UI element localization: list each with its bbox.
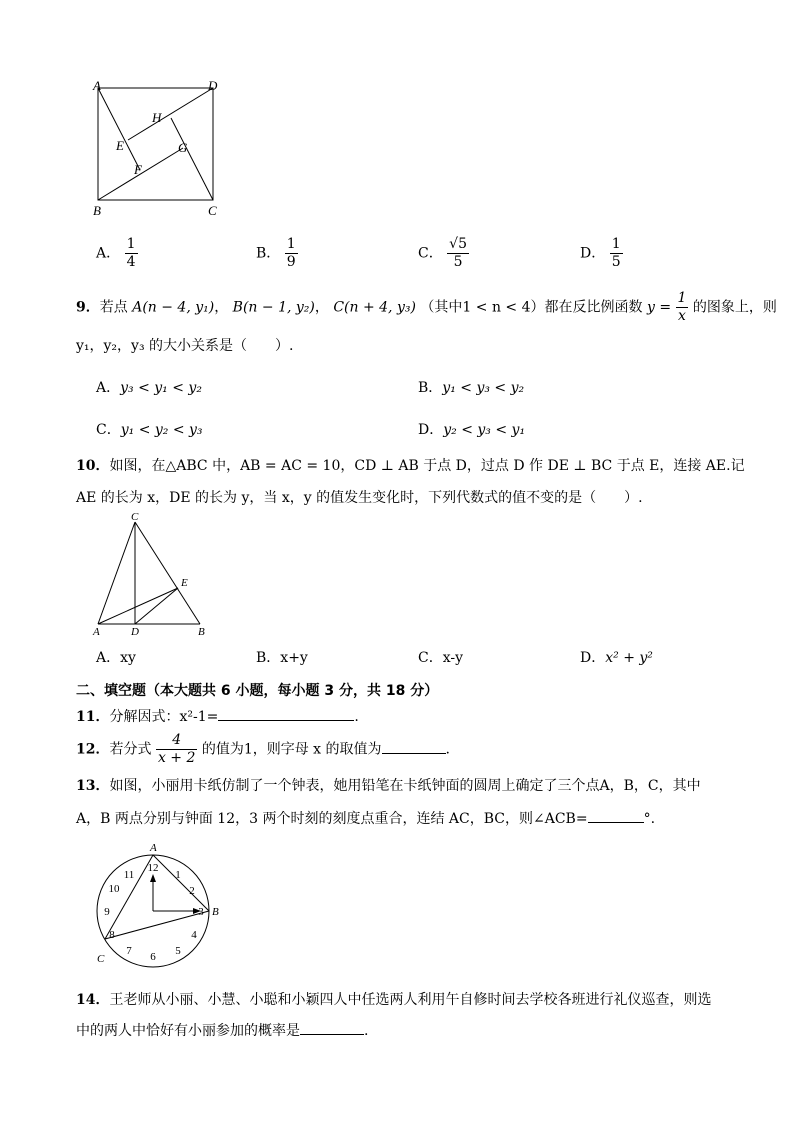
option-text: y₁ < y₂ < y₃ bbox=[120, 422, 203, 438]
q13-line1 bbox=[76, 776, 701, 796]
answer-blank[interactable] bbox=[588, 808, 644, 823]
text: 的值为1，则字母 x 的取值为 bbox=[201, 741, 382, 758]
q9-option-d[interactable] bbox=[418, 420, 525, 440]
text: . bbox=[354, 709, 359, 725]
label-E: E bbox=[116, 138, 124, 153]
option-letter: A． bbox=[96, 245, 121, 262]
q10-option-c[interactable] bbox=[418, 648, 463, 668]
text: 若分式 bbox=[109, 741, 152, 758]
fraction: $\frac{√5}{5}$ bbox=[449, 236, 467, 270]
answer-blank[interactable] bbox=[218, 706, 354, 721]
label-B: B bbox=[93, 203, 101, 218]
q10-line2: AE 的长为 x，DE 的长为 y，当 x，y 的值发生变化时，下列代数式的值不变的是（ ）. bbox=[76, 490, 643, 506]
option-letter: C． bbox=[418, 650, 443, 666]
point-b: B(n − 1, y₂) bbox=[232, 299, 315, 316]
clock-label-C: C bbox=[97, 953, 105, 965]
label-D: D bbox=[208, 78, 218, 93]
clock-number-3: 3 bbox=[198, 906, 204, 918]
text: °. bbox=[643, 811, 656, 827]
clock-number-2: 2 bbox=[189, 885, 195, 897]
answer-blank[interactable] bbox=[300, 1020, 364, 1035]
fraction: $\frac{4}{x + 2}$ bbox=[157, 732, 196, 766]
clock-figure bbox=[88, 838, 228, 970]
q10-line1 bbox=[76, 456, 745, 476]
option-letter: C． bbox=[96, 422, 121, 438]
function-lhs: y = bbox=[646, 299, 672, 316]
q8-option-b[interactable] bbox=[256, 236, 298, 271]
q10-option-a[interactable] bbox=[96, 648, 136, 668]
text: . bbox=[445, 741, 450, 758]
option-text: y₂ < y₃ < y₁ bbox=[443, 422, 526, 438]
tri-label-E: E bbox=[181, 577, 188, 589]
option-letter: C． bbox=[418, 245, 443, 262]
tri-label-C: C bbox=[131, 511, 139, 523]
option-letter: A． bbox=[96, 650, 121, 666]
label-C: C bbox=[208, 203, 217, 218]
q9-line1 bbox=[76, 290, 777, 325]
clock-number-12: 12 bbox=[147, 862, 159, 874]
q14-line1 bbox=[76, 990, 711, 1010]
option-letter: B． bbox=[256, 650, 281, 666]
label-A: A bbox=[93, 78, 101, 93]
tri-label-B: B bbox=[198, 626, 205, 638]
clock-number-1: 1 bbox=[175, 869, 181, 881]
text: 分解因式：x²-1= bbox=[109, 709, 219, 725]
section-heading: 二、填空题（本大题共 6 小题，每小题 3 分，共 18 分） bbox=[76, 683, 439, 699]
sep: ， bbox=[314, 299, 329, 316]
q8-option-a[interactable] bbox=[96, 236, 138, 271]
clock-number-4: 4 bbox=[191, 929, 197, 941]
text: 中的两人中恰好有小丽参加的概率是 bbox=[76, 1023, 300, 1039]
clock-number-11: 11 bbox=[123, 869, 135, 881]
q14-line2 bbox=[76, 1020, 368, 1041]
option-letter: D． bbox=[418, 422, 444, 438]
q9-line2: y₁，y₂，y₃ 的大小关系是（ ）. bbox=[76, 338, 294, 354]
text: 王老师从小丽、小慧、小聪和小颖四人中任选两人利用午自修时间去学校各班进行礼仪巡查，则选 bbox=[109, 992, 712, 1008]
triangle-figure bbox=[88, 510, 218, 640]
clock-number-8: 8 bbox=[109, 929, 115, 941]
option-text: y₃ < y₁ < y₂ bbox=[120, 380, 202, 396]
text: 若点 bbox=[99, 299, 128, 316]
label-F: F bbox=[134, 162, 142, 177]
option-text: x² + y² bbox=[605, 650, 653, 666]
option-text: xy bbox=[120, 650, 136, 666]
clock-number-7: 7 bbox=[126, 945, 132, 957]
clock-number-6: 6 bbox=[150, 951, 156, 963]
q9-option-a[interactable] bbox=[96, 378, 202, 398]
label-H: H bbox=[152, 110, 162, 125]
clock-label-B: B bbox=[212, 906, 219, 918]
text: 如图，在△ABC 中，AB = AC = 10，CD ⊥ AB 于点 D，过点 D 作 DE ⊥ BC 于点 E，连接 AE.记 bbox=[109, 458, 745, 474]
function-fraction: $\frac{1}{x}$ bbox=[677, 290, 687, 324]
square-figure bbox=[88, 78, 228, 220]
clock-number-9: 9 bbox=[104, 906, 110, 918]
option-letter: D． bbox=[580, 650, 606, 666]
fraction: $\frac{1}{9}$ bbox=[286, 236, 296, 270]
point-c: C(n + 4, y₃) bbox=[333, 299, 416, 316]
q8-option-c[interactable] bbox=[418, 236, 469, 271]
q9-option-c[interactable] bbox=[96, 420, 203, 440]
option-letter: B． bbox=[418, 380, 443, 396]
text: A，B 两点分别与钟面 12，3 两个时刻的刻度点重合，连结 AC，BC，则∠ACB= bbox=[76, 811, 588, 827]
q12 bbox=[76, 732, 450, 767]
q10-option-b[interactable] bbox=[256, 648, 308, 668]
option-letter: B． bbox=[256, 245, 281, 262]
option-text: x+y bbox=[280, 650, 308, 666]
question-number: 12． bbox=[76, 741, 110, 758]
label-G: G bbox=[178, 140, 188, 155]
option-letter: A． bbox=[96, 380, 121, 396]
q9-option-b[interactable] bbox=[418, 378, 524, 398]
question-number: 11． bbox=[76, 709, 110, 725]
fraction: $\frac{1}{4}$ bbox=[126, 236, 136, 270]
clock-number-5: 5 bbox=[175, 945, 181, 957]
condition: （其中1 < n < 4）都在反比例函数 bbox=[420, 299, 643, 316]
text: 的图象上，则 bbox=[692, 299, 777, 316]
question-number: 10． bbox=[76, 458, 110, 474]
q11 bbox=[76, 706, 359, 727]
option-text: y₁ < y₃ < y₂ bbox=[442, 380, 525, 396]
clock-label-A: A bbox=[150, 842, 157, 854]
question-number: 9． bbox=[76, 299, 100, 316]
fraction: $\frac{1}{5}$ bbox=[611, 236, 621, 270]
tri-label-A: A bbox=[93, 626, 100, 638]
q13-line2 bbox=[76, 808, 655, 829]
clock-numbers bbox=[104, 862, 204, 963]
option-text: x-y bbox=[442, 650, 464, 666]
option-letter: D． bbox=[580, 245, 606, 262]
clock-number-10: 10 bbox=[108, 883, 120, 895]
q10-option-d[interactable] bbox=[580, 648, 653, 668]
question-number: 13． bbox=[76, 778, 110, 794]
text: 如图，小丽用卡纸仿制了一个钟表，她用铅笔在卡纸钟面的圆周上确定了三个点A，B，C，其中 bbox=[109, 778, 701, 794]
tri-label-D: D bbox=[131, 626, 139, 638]
point-a: A(n − 4, y₁) bbox=[132, 299, 215, 316]
q8-option-d[interactable] bbox=[580, 236, 623, 271]
text: . bbox=[364, 1023, 369, 1039]
question-number: 14． bbox=[76, 992, 110, 1008]
sep: ， bbox=[214, 299, 229, 316]
answer-blank[interactable] bbox=[382, 739, 446, 754]
